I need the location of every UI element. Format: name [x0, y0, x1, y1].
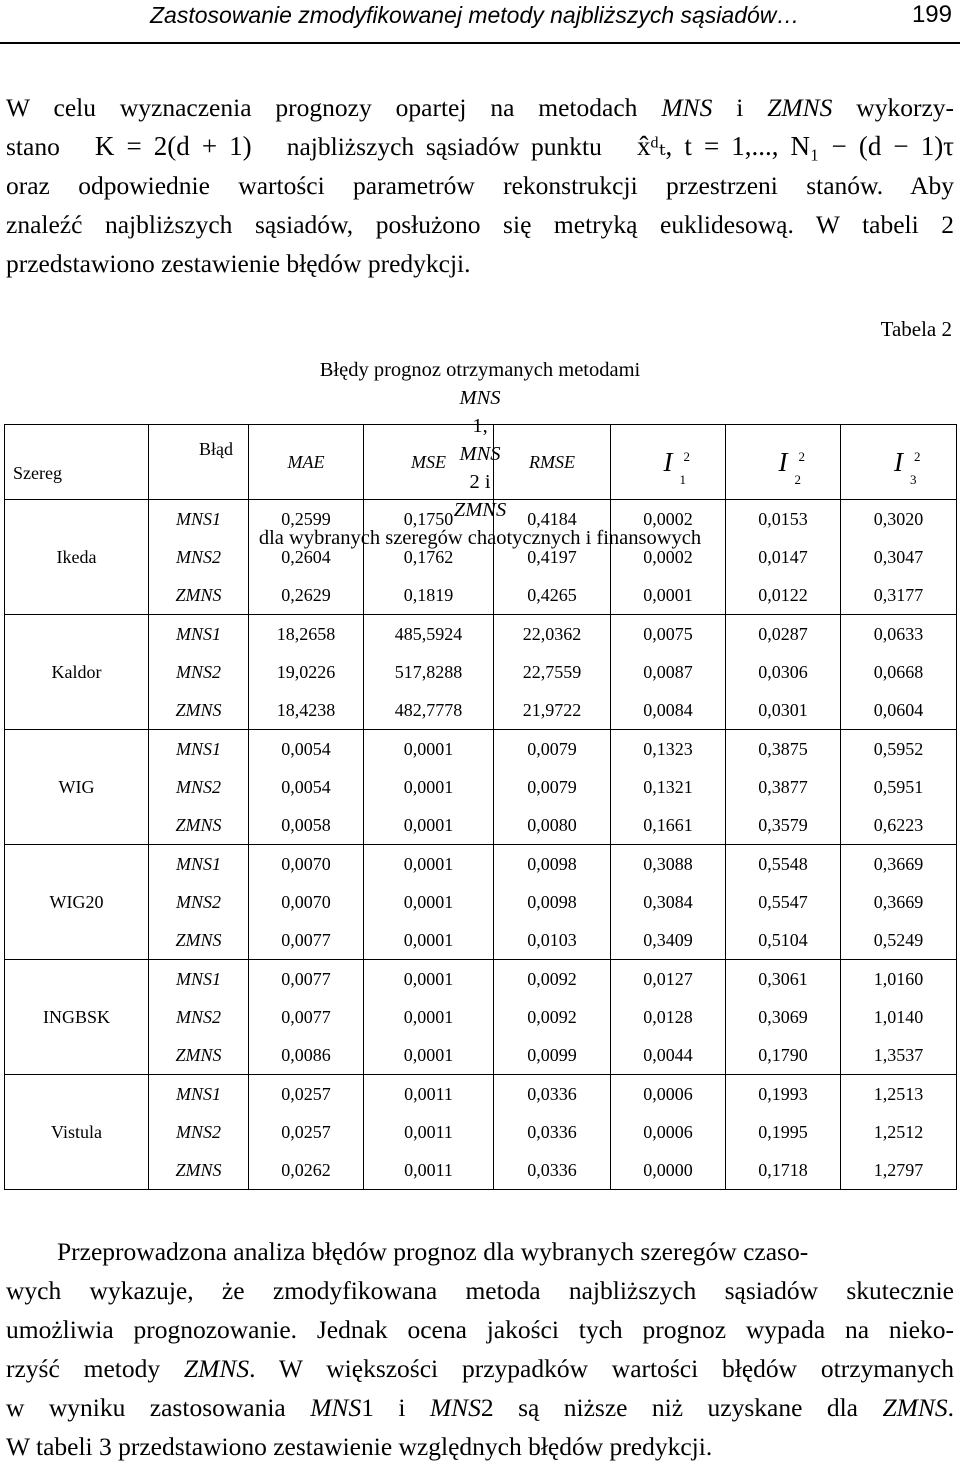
value-cell: 0,0077 — [249, 960, 364, 999]
caption-line: dla wybranych szeregów chaotycznych i finansowych — [258, 527, 702, 549]
value-cell: 0,0044 — [611, 1036, 726, 1075]
value-cell: 0,0147 — [726, 538, 841, 576]
intro-line: W celu wyznaczenia prognozy opartej na metodach MNS i ZMNS wykorzy- — [6, 93, 955, 122]
value-cell: 18,2658 — [249, 615, 364, 654]
method-cell: ZMNS — [149, 1036, 249, 1075]
value-cell: 485,5924 — [364, 615, 494, 654]
intro-line: znaleźć najbliższych sąsiadów, posłużono się metryką euklidesową. W tabeli 2 — [6, 210, 954, 239]
table-row — [5, 730, 957, 769]
value-cell: 1,2512 — [841, 1113, 957, 1151]
table-row — [5, 500, 957, 539]
method-cell: MNS2 — [149, 538, 249, 576]
value-cell: 0,2604 — [249, 538, 364, 576]
intro-line: oraz odpowiednie wartości parametrów rekonstrukcji przestrzeni stanów. Aby — [6, 171, 954, 200]
value-cell: 0,0079 — [494, 730, 611, 769]
results-table — [4, 424, 957, 1190]
method-cell: MNS1 — [149, 615, 249, 654]
value-cell: 0,0086 — [249, 1036, 364, 1075]
value-cell: 0,6223 — [841, 806, 957, 845]
series-name-cell: Kaldor — [5, 615, 149, 730]
closing-paragraph — [6, 1232, 954, 1466]
value-cell: 0,0087 — [611, 653, 726, 691]
closing-line: W tabeli 3 przedstawiono zestawienie względnych błędów predykcji. — [6, 1432, 713, 1461]
value-cell: 0,0336 — [494, 1075, 611, 1114]
method-cell: MNS2 — [149, 653, 249, 691]
value-cell: 0,0054 — [249, 768, 364, 806]
value-cell: 0,0103 — [494, 921, 611, 960]
closing-line: rzyść metody ZMNS. W większości przypadków wartości błędów otrzymanych — [6, 1354, 954, 1383]
closing-line: umożliwia prognozowanie. Jednak ocena jakości tych prognoz wypada na nieko- — [6, 1315, 954, 1344]
value-cell: 0,4265 — [494, 576, 611, 615]
method-cell: MNS2 — [149, 883, 249, 921]
value-cell: 517,8288 — [364, 653, 494, 691]
method-cell: ZMNS — [149, 806, 249, 845]
value-cell: 0,0011 — [364, 1075, 494, 1114]
value-cell: 0,1790 — [726, 1036, 841, 1075]
value-cell: 0,1718 — [726, 1151, 841, 1190]
value-cell: 0,0077 — [249, 921, 364, 960]
value-cell: 0,3877 — [726, 768, 841, 806]
value-cell: 0,0092 — [494, 998, 611, 1036]
value-cell: 0,0122 — [726, 576, 841, 615]
method-cell: MNS1 — [149, 500, 249, 539]
value-cell: 0,0001 — [364, 998, 494, 1036]
value-cell: 0,0075 — [611, 615, 726, 654]
value-cell: 0,0001 — [364, 1036, 494, 1075]
value-cell: 0,0098 — [494, 883, 611, 921]
method-cell: MNS1 — [149, 1075, 249, 1114]
method-cell: MNS2 — [149, 768, 249, 806]
value-cell: 0,2629 — [249, 576, 364, 615]
value-cell: 0,3088 — [611, 845, 726, 884]
method-cell: ZMNS — [149, 691, 249, 730]
value-cell: 0,3177 — [841, 576, 957, 615]
table-row — [5, 1075, 957, 1114]
value-cell: 0,3069 — [726, 998, 841, 1036]
value-cell: 0,0092 — [494, 960, 611, 999]
page-number: 199 — [911, 1, 952, 28]
value-cell: 0,0002 — [611, 500, 726, 539]
value-cell: 0,3047 — [841, 538, 957, 576]
value-cell: 0,0001 — [364, 768, 494, 806]
value-cell: 0,0257 — [249, 1075, 364, 1114]
value-cell: 0,1323 — [611, 730, 726, 769]
header-mae: MAE — [249, 425, 364, 500]
intro-line-formula: stano K = 2(d + 1) najbliższych sąsiadów punktu x̂ᵈₜ, t = 1,..., N₁ − (d − 1)τ — [6, 131, 955, 161]
value-cell: 0,0604 — [841, 691, 957, 730]
table-row — [5, 615, 957, 654]
value-cell: 1,0140 — [841, 998, 957, 1036]
value-cell: 0,0000 — [611, 1151, 726, 1190]
value-cell: 0,5951 — [841, 768, 957, 806]
value-cell: 0,1750 — [364, 500, 494, 539]
value-cell: 0,3669 — [841, 845, 957, 884]
value-cell: 0,3875 — [726, 730, 841, 769]
method-cell: MNS1 — [149, 960, 249, 999]
value-cell: 0,1819 — [364, 576, 494, 615]
value-cell: 0,5249 — [841, 921, 957, 960]
method-cell: ZMNS — [149, 1151, 249, 1190]
value-cell: 0,0153 — [726, 500, 841, 539]
value-cell: 0,0301 — [726, 691, 841, 730]
value-cell: 0,0001 — [364, 960, 494, 999]
table-body — [5, 500, 957, 1190]
series-name-cell: INGBSK — [5, 960, 149, 1075]
value-cell: 1,2797 — [841, 1151, 957, 1190]
value-cell: 0,0001 — [611, 576, 726, 615]
value-cell: 0,5952 — [841, 730, 957, 769]
value-cell: 0,0058 — [249, 806, 364, 845]
value-cell: 0,3409 — [611, 921, 726, 960]
formula-x: x̂ᵈₜ, t = 1,..., N₁ − (d − 1)τ — [637, 131, 955, 161]
closing-line: wych wykazuje, że zmodyfikowana metoda najbliższych sąsiadów skutecznie — [6, 1276, 954, 1305]
value-cell: 0,0079 — [494, 768, 611, 806]
value-cell: 0,3084 — [611, 883, 726, 921]
value-cell: 22,0362 — [494, 615, 611, 654]
value-cell: 0,0077 — [249, 998, 364, 1036]
value-cell: 0,0127 — [611, 960, 726, 999]
value-cell: 0,0006 — [611, 1075, 726, 1114]
value-cell: 19,0226 — [249, 653, 364, 691]
value-cell: 0,0668 — [841, 653, 957, 691]
intro-line: przedstawiono zestawienie błędów predykcji. — [6, 249, 471, 278]
value-cell: 0,0001 — [364, 921, 494, 960]
method-cell: MNS2 — [149, 1113, 249, 1151]
value-cell: 1,3537 — [841, 1036, 957, 1075]
value-cell: 0,0262 — [249, 1151, 364, 1190]
value-cell: 0,0257 — [249, 1113, 364, 1151]
running-title: Zastosowanie zmodyfikowanej metody najbliższych sąsiadów… — [150, 2, 800, 28]
value-cell: 0,0054 — [249, 730, 364, 769]
method-cell: MNS2 — [149, 998, 249, 1036]
value-cell: 0,1661 — [611, 806, 726, 845]
value-cell: 0,0098 — [494, 845, 611, 884]
value-cell: 0,0287 — [726, 615, 841, 654]
value-cell: 0,3579 — [726, 806, 841, 845]
header-i1: I 2 1 — [611, 425, 726, 500]
value-cell: 0,5104 — [726, 921, 841, 960]
value-cell: 0,0006 — [611, 1113, 726, 1151]
value-cell: 0,0002 — [611, 538, 726, 576]
value-cell: 1,0160 — [841, 960, 957, 999]
method-cell: MNS1 — [149, 730, 249, 769]
value-cell: 0,0001 — [364, 730, 494, 769]
header-i2: I 2 2 — [726, 425, 841, 500]
value-cell: 0,3020 — [841, 500, 957, 539]
closing-line: Przeprowadzona analiza błędów prognoz dla wybranych szeregów czaso- — [57, 1237, 809, 1266]
value-cell: 0,0306 — [726, 653, 841, 691]
value-cell: 0,0070 — [249, 883, 364, 921]
header-series: Szereg — [5, 425, 149, 500]
value-cell: 1,2513 — [841, 1075, 957, 1114]
intro-paragraph — [6, 88, 954, 283]
series-name-cell: Vistula — [5, 1075, 149, 1190]
value-cell: 18,4238 — [249, 691, 364, 730]
header-rmse: RMSE — [494, 425, 611, 500]
value-cell: 0,0070 — [249, 845, 364, 884]
value-cell: 0,1762 — [364, 538, 494, 576]
value-cell: 0,5547 — [726, 883, 841, 921]
value-cell: 0,0001 — [364, 845, 494, 884]
header-i3: I 2 3 — [841, 425, 957, 500]
header-mse: MSE — [364, 425, 494, 500]
value-cell: 0,3061 — [726, 960, 841, 999]
value-cell: 482,7778 — [364, 691, 494, 730]
method-cell: MNS1 — [149, 845, 249, 884]
value-cell: 22,7559 — [494, 653, 611, 691]
value-cell: 0,4184 — [494, 500, 611, 539]
method-cell: ZMNS — [149, 576, 249, 615]
value-cell: 0,0011 — [364, 1113, 494, 1151]
closing-line: w wyniku zastosowania MNS1 i MNS2 są niższe niż uzyskane dla ZMNS. — [6, 1393, 954, 1422]
value-cell: 21,9722 — [494, 691, 611, 730]
table-label: Tabela 2 — [880, 317, 952, 341]
value-cell: 0,0633 — [841, 615, 957, 654]
value-cell: 0,0084 — [611, 691, 726, 730]
formula-k: K = 2(d + 1) — [94, 131, 252, 161]
value-cell: 0,0001 — [364, 806, 494, 845]
value-cell: 0,4197 — [494, 538, 611, 576]
value-cell: 0,0336 — [494, 1151, 611, 1190]
value-cell: 0,3669 — [841, 883, 957, 921]
method-cell: ZMNS — [149, 921, 249, 960]
value-cell: 0,0011 — [364, 1151, 494, 1190]
series-name-cell: WIG — [5, 730, 149, 845]
value-cell: 0,0080 — [494, 806, 611, 845]
value-cell: 0,0336 — [494, 1113, 611, 1151]
series-name-cell: Ikeda — [5, 500, 149, 615]
series-name-cell: WIG20 — [5, 845, 149, 960]
value-cell: 0,0001 — [364, 883, 494, 921]
page-header — [0, 0, 960, 44]
value-cell: 0,0128 — [611, 998, 726, 1036]
table-row — [5, 845, 957, 884]
table-header-row — [5, 425, 957, 500]
value-cell: 0,2599 — [249, 500, 364, 539]
caption-line: Błędy prognoz otrzymanych metodami MNS 1, MNS 2 i ZMNS — [319, 359, 641, 521]
value-cell: 0,1321 — [611, 768, 726, 806]
header-error: Błąd — [149, 425, 249, 500]
value-cell: 0,1995 — [726, 1113, 841, 1151]
table-row — [5, 960, 957, 999]
value-cell: 0,5548 — [726, 845, 841, 884]
value-cell: 0,0099 — [494, 1036, 611, 1075]
value-cell: 0,1993 — [726, 1075, 841, 1114]
